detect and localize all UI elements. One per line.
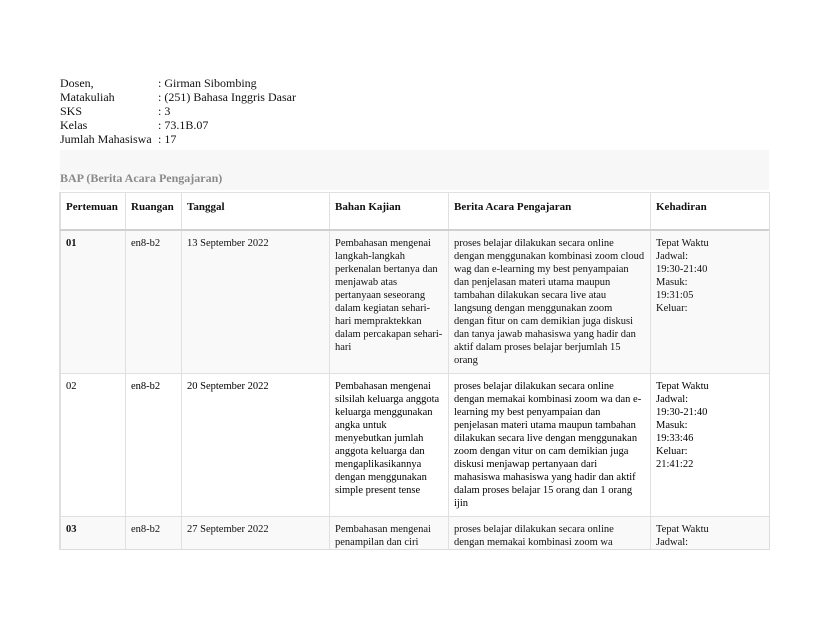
kehadiran-status: Tepat Waktu xyxy=(656,524,709,535)
cell-kehadiran xyxy=(651,374,770,517)
cell-kehadiran xyxy=(651,230,770,374)
kehadiran-jadwal-label: Jadwal: xyxy=(656,394,689,405)
cell-ruangan: en8-b2 xyxy=(126,230,182,374)
info-row-sks xyxy=(60,104,296,118)
kehadiran-jadwal-label: Jadwal: xyxy=(656,537,689,548)
table-row xyxy=(61,374,770,517)
kehadiran-keluar-label: Keluar: xyxy=(656,446,688,457)
kehadiran-status: Tepat Waktu xyxy=(656,238,709,249)
matakuliah-label: Matakuliah xyxy=(60,90,115,104)
bap-title: BAP (Berita Acara Pengajaran) xyxy=(60,171,223,185)
header-kehadiran: Kehadiran xyxy=(651,193,770,231)
header-bahan-kajian: Bahan Kajian xyxy=(330,193,449,231)
sks-label: SKS xyxy=(60,104,83,118)
cell-pertemuan: 02 xyxy=(61,374,126,517)
bap-table xyxy=(60,192,770,550)
kehadiran-masuk-label: Masuk: xyxy=(656,277,688,288)
kehadiran-masuk-value: 19:31:05 xyxy=(656,290,694,301)
cell-ruangan: en8-b2 xyxy=(126,374,182,517)
kehadiran-keluar-label: Keluar: xyxy=(656,303,688,314)
cell-ruangan: en8-b2 xyxy=(126,517,182,551)
info-row-dosen xyxy=(60,76,296,90)
kelas-value: : 73.1B.07 xyxy=(158,118,209,132)
course-info xyxy=(60,76,296,146)
matakuliah-value: : (251) Bahasa Inggris Dasar xyxy=(158,90,296,104)
info-row-matakuliah xyxy=(60,90,296,104)
header-pertemuan: Pertemuan xyxy=(61,193,126,231)
dosen-value: : Girman Sibombing xyxy=(158,76,257,90)
jumlah-mahasiswa-label: Jumlah Mahasiswa xyxy=(60,132,152,146)
kelas-label: Kelas xyxy=(60,118,88,132)
cell-berita-acara: proses belajar dilakukan secara online dengan memakai kombinasi zoom wa dan e-learning my best penyampaian dan penjelasan materi utama maupun tambahan dilakukan secara live dengan menggunakan zoom dengan vitur on cam demikian juga diskusi menjawap pertanyaan dari mahasiswa mahasiswa yang hadir dan aktif dalam proses belajar 15 orang dan 1 orang ijin xyxy=(449,374,651,517)
kehadiran-jadwal-value: 19:30-21:40 xyxy=(656,264,708,275)
kehadiran-masuk-label: Masuk: xyxy=(656,420,688,431)
header-tanggal: Tanggal xyxy=(182,193,330,231)
cell-pertemuan: 01 xyxy=(61,230,126,374)
table-header-row xyxy=(61,193,770,231)
cell-berita-acara: proses belajar dilakukan secara online dengan memakai kombinasi zoom wa xyxy=(449,517,651,551)
kehadiran-jadwal-value: 19:30-21:40 xyxy=(656,407,708,418)
kehadiran-status: Tepat Waktu xyxy=(656,381,709,392)
cell-pertemuan: 03 xyxy=(61,517,126,551)
header-berita-acara: Berita Acara Pengajaran xyxy=(449,193,651,231)
cell-tanggal: 13 September 2022 xyxy=(182,230,330,374)
kehadiran-masuk-value: 19:33:46 xyxy=(656,433,694,444)
header-ruangan: Ruangan xyxy=(126,193,182,231)
cell-tanggal: 20 September 2022 xyxy=(182,374,330,517)
cell-tanggal: 27 September 2022 xyxy=(182,517,330,551)
dosen-label: Dosen, xyxy=(60,76,94,90)
bap-table-container xyxy=(59,192,770,550)
cell-kehadiran xyxy=(651,517,770,551)
kehadiran-jadwal-label: Jadwal: xyxy=(656,251,689,262)
cell-bahan-kajian: Pembahasan mengenai langkah-langkah perkenalan bertanya dan menjawab atas pertanyaan seseorang dalam kegiatan sehari-hari mempraktekkan dalam percakapan sehari-hari xyxy=(330,230,449,374)
table-row xyxy=(61,230,770,374)
jumlah-mahasiswa-value: : 17 xyxy=(158,132,177,146)
cell-bahan-kajian: Pembahasan mengenai silsilah keluarga anggota keluarga menggunakan angka untuk menyebutkan jumlah anggota keluarga dan mengaplikasikannya dengan menggunakan simple present tense xyxy=(330,374,449,517)
kehadiran-keluar-value: 21:41:22 xyxy=(656,459,694,470)
table-row xyxy=(61,517,770,551)
info-row-jumlah xyxy=(60,132,296,146)
cell-berita-acara: proses belajar dilakukan secara online dengan menggunakan kombinasi zoom cloud wag dan e-learning my best penyampaian dan penjelasan materi utama maupun tambahan dilakukan secara live atau langsung dengan menggunakan zoom dengan fitur on cam demikian juga diskusi dan tanya jawab mahasiswa yang hadir dan aktif dalam proses belajar berjumlah 15 orang xyxy=(449,230,651,374)
info-row-kelas xyxy=(60,118,296,132)
sks-value: : 3 xyxy=(158,104,171,118)
cell-bahan-kajian: Pembahasan mengenai penampilan dan ciri xyxy=(330,517,449,551)
